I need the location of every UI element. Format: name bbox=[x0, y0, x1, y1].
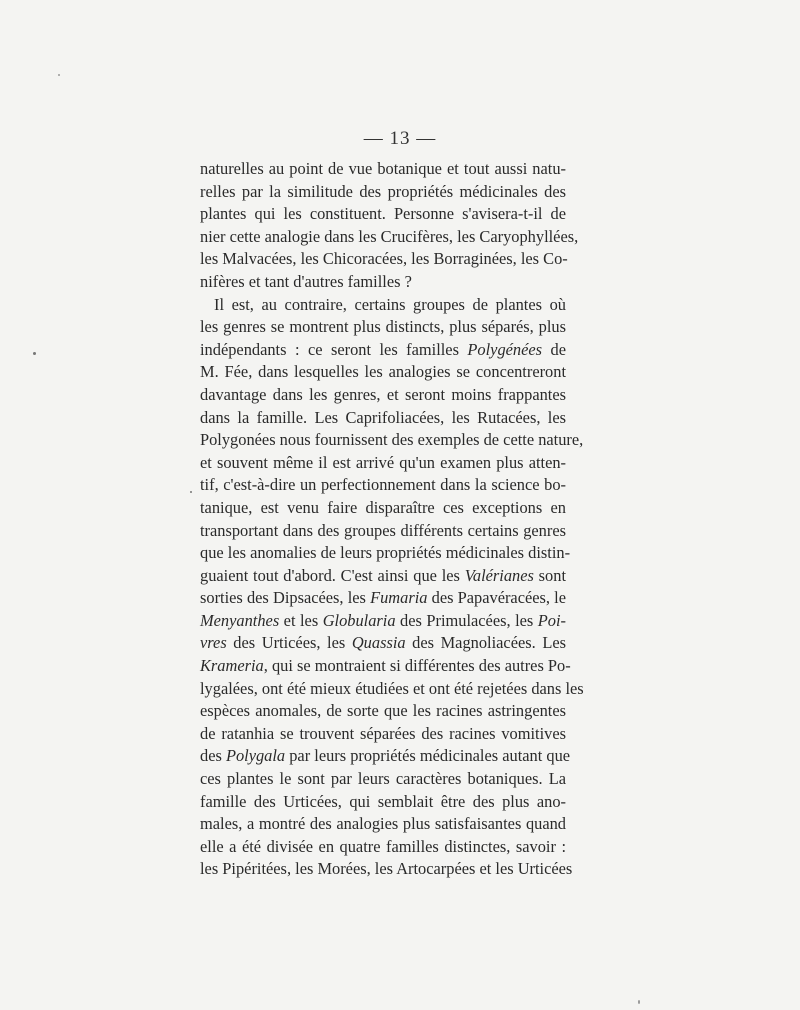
text-run: guaient tout d'abord. C'est ainsi que les bbox=[200, 565, 465, 585]
scan-speck bbox=[33, 352, 36, 355]
text-line: de ratanhia se trouvent séparées des racines vomitives bbox=[200, 723, 566, 743]
text-line: les Pipéritées, les Morées, les Artocarpées et les Urticées bbox=[200, 859, 573, 879]
text-run: de bbox=[542, 339, 566, 359]
text-line: dans la famille. Les Caprifoliacées, les Rutacées, les bbox=[200, 407, 566, 427]
italic-term: Globularia bbox=[322, 610, 396, 630]
scan-speck bbox=[638, 1000, 640, 1004]
text-run: et les bbox=[279, 610, 323, 630]
text-line: davantage dans les genres, et seront moins frappantes bbox=[200, 384, 566, 404]
text-line: relles par la similitude des propriétés médicinales des bbox=[200, 181, 566, 201]
italic-term: vres bbox=[200, 633, 227, 653]
italic-term: Valérianes bbox=[464, 565, 534, 585]
italic-term: Poi- bbox=[537, 610, 566, 630]
body-text bbox=[200, 158, 584, 881]
text-line: ces plantes le sont par leurs caractères botaniques. La bbox=[200, 769, 566, 789]
text-run: des Primulacées, les bbox=[395, 610, 538, 630]
text-line: tif, c'est-à-dire un perfectionnement dans la science bo- bbox=[200, 475, 566, 495]
text-run: sorties des Dipsacées, les bbox=[200, 588, 371, 608]
text-line: M. Fée, dans lesquelles les analogies se concentreront bbox=[200, 362, 566, 382]
text-line: plantes qui les constituent. Personne s'avisera-t-il de bbox=[200, 204, 566, 224]
text-run: des Magnoliacées. Les bbox=[405, 633, 566, 653]
text-line: males, a montré des analogies plus satisfaisantes quand bbox=[200, 814, 566, 834]
text-line: nier cette analogie dans les Crucifères, les Caryophyllées, bbox=[200, 226, 579, 246]
text-line: lygalées, ont été mieux étudiées et ont été rejetées dans les bbox=[200, 678, 584, 698]
text-line: que les anomalies de leurs propriétés médicinales distin- bbox=[200, 543, 571, 563]
text-line: elle a été divisée en quatre familles distinctes, savoir : bbox=[200, 836, 566, 856]
text-line bbox=[200, 655, 571, 678]
text-line bbox=[200, 632, 566, 655]
text-line: tanique, est venu faire disparaître ces exceptions en bbox=[200, 497, 566, 517]
text-line: les genres se montrent plus distincts, plus séparés, plus bbox=[200, 317, 566, 337]
text-run: par leurs propriétés médicinales autant que bbox=[285, 746, 571, 766]
text-line: Il est, au contraire, certains groupes de plantes où bbox=[214, 294, 566, 314]
text-line: nifères et tant d'autres familles ? bbox=[200, 271, 412, 291]
text-line bbox=[200, 610, 566, 633]
italic-term: Polygala bbox=[225, 746, 286, 766]
text-line bbox=[200, 587, 566, 610]
text-run: des Papavéracées, le bbox=[427, 588, 567, 608]
text-run: , qui se montraient si différentes des autres Po- bbox=[263, 656, 571, 676]
text-line: Polygonées nous fournissent des exemples de cette nature, bbox=[200, 430, 584, 450]
text-line bbox=[200, 565, 566, 588]
italic-term: Fumaria bbox=[370, 588, 428, 608]
text-line: les Malvacées, les Chicoracées, les Borraginées, les Co- bbox=[200, 249, 568, 269]
text-line bbox=[200, 745, 571, 768]
italic-term: Quassia bbox=[351, 633, 406, 653]
text-line: famille des Urticées, qui semblait être des plus ano- bbox=[200, 791, 566, 811]
page-number: — 13 — bbox=[363, 128, 437, 149]
text-line: et souvent même il est arrivé qu'un examen plus atten- bbox=[200, 452, 566, 472]
text-line: espèces anomales, de sorte que les racines astringentes bbox=[200, 701, 566, 721]
scan-speck bbox=[58, 74, 60, 76]
italic-term: Polygénées bbox=[467, 339, 543, 359]
italic-term: Krameria bbox=[200, 656, 264, 676]
text-line: naturelles au point de vue botanique et tout aussi natu- bbox=[200, 159, 566, 178]
italic-term: Menyanthes bbox=[200, 610, 280, 630]
text-line: transportant dans des groupes différents certains genres bbox=[200, 520, 566, 540]
text-run: indépendants : ce seront les familles bbox=[200, 339, 468, 359]
text-run: des Urticées, les bbox=[226, 633, 352, 653]
text-run: des bbox=[200, 746, 226, 766]
scan-speck bbox=[190, 491, 192, 493]
text-run: sont bbox=[533, 565, 566, 585]
text-line bbox=[200, 339, 566, 362]
